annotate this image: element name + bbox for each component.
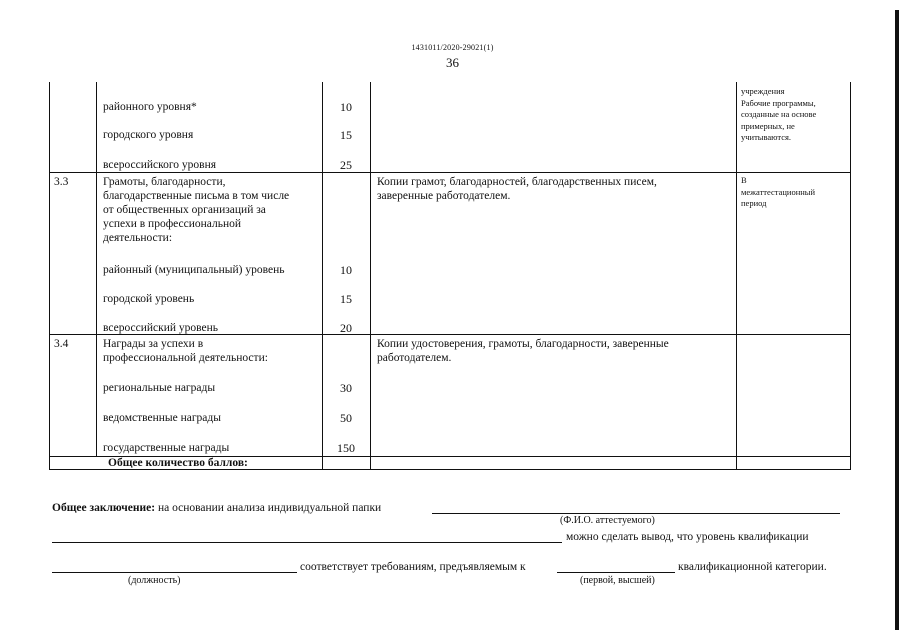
category-field-line — [557, 572, 675, 573]
level-label: районного уровня* — [103, 101, 197, 113]
level-points: 50 — [340, 411, 352, 425]
level-points: 15 — [340, 128, 352, 142]
level-label: всероссийского уровня — [103, 159, 217, 171]
position-caption: (должность) — [128, 575, 181, 586]
position-field-line — [52, 572, 297, 573]
level-points: 20 — [340, 321, 352, 335]
note-text: В межаттестационный период — [741, 175, 816, 208]
category-caption: (первой, высшей) — [580, 575, 655, 586]
level-label: районный (муниципальный) уровень — [103, 264, 285, 276]
level-label: городской уровень — [103, 293, 195, 305]
level-points: 15 — [340, 292, 352, 306]
conclusion-line3-end: квалификационной категории. — [678, 561, 827, 573]
criterion-title: Награды за успехи в профессиональной деятельности: — [103, 338, 268, 364]
level-points: 30 — [340, 381, 352, 395]
row-number: 3.4 — [54, 338, 69, 350]
document-code: 1431011/2020-29021(1) — [411, 43, 494, 52]
level-label: государственные награды — [103, 442, 230, 454]
level-label: всероссийский уровень — [103, 322, 219, 334]
evidence-text: Копии удостоверения, грамоты, благодарности, заверенные работодателем. — [377, 338, 669, 364]
total-label: Общее количество баллов: — [108, 457, 248, 469]
level-points: 10 — [340, 263, 352, 277]
row-number: 3.3 — [54, 176, 69, 188]
note-text: учреждения Рабочие программы, созданные на основе примерных, не учитываются. — [741, 86, 817, 142]
level-label: ведомственные награды — [103, 412, 221, 424]
conclusion-field-line — [52, 542, 562, 543]
conclusion-line3: соответствует требованиям, предъявляемым к — [300, 561, 526, 573]
level-label: городского уровня — [103, 129, 194, 141]
level-points: 150 — [337, 441, 355, 455]
evidence-text: Копии грамот, благодарностей, благодарственных писем, заверенные работодателем. — [377, 176, 657, 202]
scan-edge — [895, 10, 899, 630]
conclusion-lead: Общее заключение: на основании анализа индивидуальной папки — [52, 502, 382, 514]
criterion-title: Грамоты, благодарности, благодарственные письма в том числе от общественных организаций за успехи в профессиональной деятельности: — [103, 176, 290, 244]
level-label: региональные награды — [103, 382, 216, 394]
fio-field-line — [432, 513, 840, 514]
level-points: 25 — [340, 158, 352, 172]
level-points: 10 — [340, 100, 352, 114]
page-number: 36 — [446, 55, 459, 70]
fio-caption: (Ф.И.О. аттестуемого) — [560, 515, 655, 526]
conclusion-line2: можно сделать вывод, что уровень квалификации — [566, 531, 809, 543]
